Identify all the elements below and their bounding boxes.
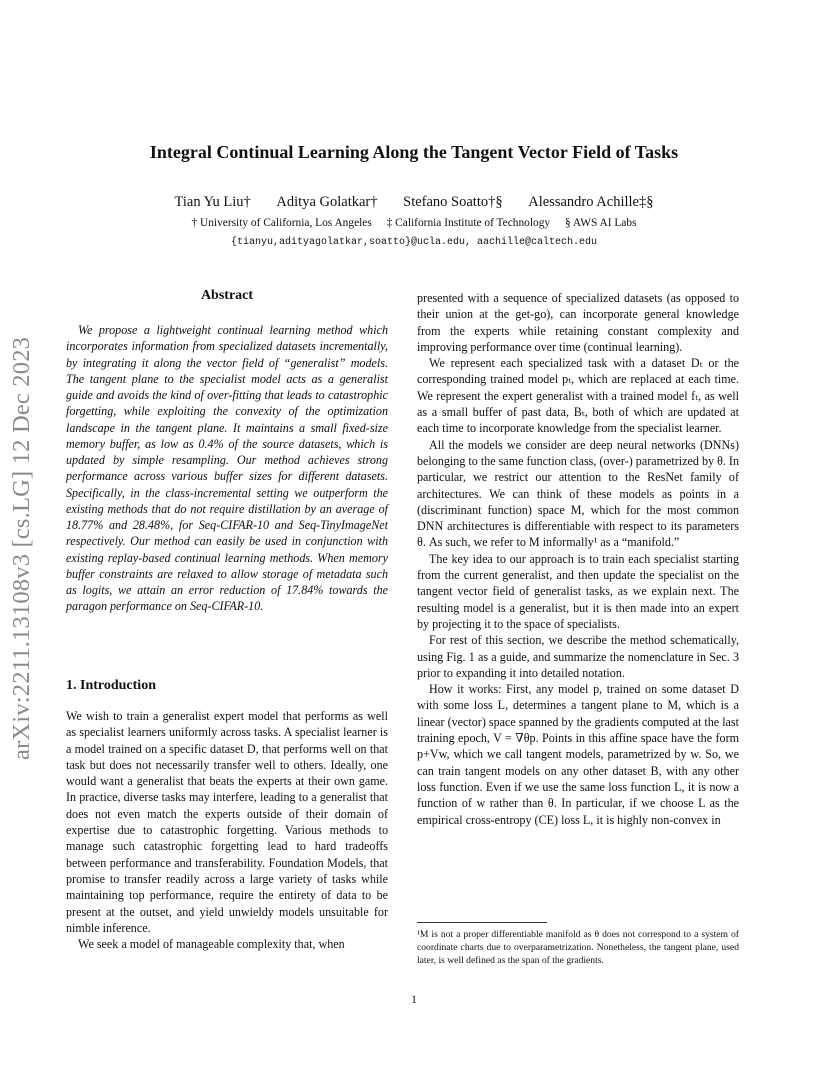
- author-name: Alessandro Achille‡§: [528, 194, 654, 210]
- paragraph: We wish to train a generalist expert model that performs as well as specialist learners uniformly across tasks. A specialist learner is a model trained on a specific dataset D, that performs well on that task but does not necessarily transfer well to others. Ideally, one would want a generalist that beats the experts at their own game. In practice, diverse tasks may interfere, leading to a generalist that does not even match the experts outside of their domain of expertise due to catastrophic forgetting. Various methods to manage such catastrophic forgetting lead to hard tradeoffs between performance and transferability. Foundation Models, that promise to transfer readily across a large variety of tasks while maintaining top performance, require the entirety of data to be present at the outset, and yield unwieldy models unsuitable for nimble inference.: [66, 709, 388, 935]
- footnote: ¹M is not a proper differentiable manifold as θ does not correspond to a system of coordinate charts due to overparametrization. Nonetheless, the tangent plane, used later, is well defined as the span of the gradients.: [417, 929, 739, 966]
- paragraph: The key idea to our approach is to train each specialist starting from the current generalist, and then update the specialist on the tangent vector field of generalist tasks, as we explain next. The resulting model is a generalist, but it is then made into an expert by projecting it to the space of specialists.: [417, 551, 739, 631]
- paragraph: We represent each specialized task with a dataset Dₜ or the corresponding trained model pₜ, which are replaced at each time. We represent the expert generalist with a trained model fₜ, as well as a small buffer of past data, Bₜ, both of which are updated at each time to incorporate knowledge from the specialist learner.: [417, 356, 739, 436]
- abstract-heading: Abstract: [200, 288, 254, 303]
- author-name: Stefano Soatto†§: [403, 194, 503, 210]
- author-list: [0, 194, 828, 211]
- right-column-body: [417, 290, 739, 828]
- arxiv-stamp-text: arXiv:2211.13108v3 [cs.LG] 12 Dec 2023: [8, 336, 35, 760]
- author-name: Tian Yu Liu†: [174, 194, 251, 210]
- paragraph: All the models we consider are deep neural networks (DNNs) belonging to the same function class, (over-) parametrized by θ. In particular, we restrict our attention to the ResNet family of architectures. We can think of these models as points in a (discriminant function) space M, which for the most common DNN architectures is differentiable with respect to its parameters θ. As such, we refer to M informally¹ as a “manifold.”: [417, 437, 739, 550]
- introduction-body: [66, 708, 388, 952]
- paragraph: We seek a model of manageable complexity that, when: [78, 937, 345, 952]
- paragraph: presented with a sequence of specialized datasets (as opposed to their union at the get-go), can incorporate general knowledge from the experts while retaining constant complexity and improving performance over time (continual learning).: [417, 291, 739, 354]
- paragraph: How it works: First, any model p, trained on some dataset D with some loss L, determines a tangent plane to M, which is a linear (vector) space spanned by the gradients computed at the last training epoch, V = ∇θp. Points in this affine space have the form p+Vw, which we call tangent models, parametrized by w. So, we can train tangent models on any other dataset B, with any other loss function. Even if we use the same loss function L, it is now a function of w rather than θ. In particular, if we choose L as the empirical cross-entropy (CE) loss L, it is highly non-convex in: [417, 682, 739, 827]
- affiliation: § AWS AI Labs: [565, 217, 637, 229]
- author-name: Aditya Golatkar†: [276, 194, 378, 210]
- affiliations: [0, 217, 828, 229]
- footnote-rule: [417, 922, 547, 923]
- abstract-text: We propose a lightweight continual learning method which incorporates information from specialized datasets incrementally, by integrating it along the vector field of “generalist” models. The tangent plane to the specialist model acts as a generalist guide and avoids the kind of over-fitting that leads to catastrophic forgetting, while exploiting the convexity of the optimization landscape in the tangent plane. It maintains a small fixed-size memory buffer, as low as 0.4% of the source datasets, which is updated by simple resampling. Our method achieves strong performance across various buffer sizes for different datasets. Specifically, in the class-incremental setting we outperform the existing methods that do not require distillation by an average of 18.77% and 28.48%, for Seq-CIFAR-10 and Seq-TinyImageNet respectively. Our method can easily be used in conjunction with existing replay-based continual learning methods. When memory buffer constraints are relaxed to allow storage of metadata such as logits, we attain an error reduction of 17.84% towards the paragon performance on Seq-CIFAR-10.: [66, 323, 388, 614]
- affiliation: † University of California, Los Angeles: [191, 217, 372, 229]
- author-emails: {tianyu,adityagolatkar,soatto}@ucla.edu, aachille@caltech.edu: [230, 237, 598, 248]
- paper-title: Integral Continual Learning Along the Tangent Vector Field of Tasks: [149, 142, 679, 162]
- introduction-heading: 1. Introduction: [66, 678, 156, 693]
- paragraph: For rest of this section, we describe the method schematically, using Fig. 1 as a guide, and summarize the nomenclature in Sec. 3 prior to expanding it into detailed notation.: [417, 633, 739, 680]
- page-number: 1: [411, 992, 417, 1006]
- affiliation: ‡ California Institute of Technology: [386, 217, 551, 229]
